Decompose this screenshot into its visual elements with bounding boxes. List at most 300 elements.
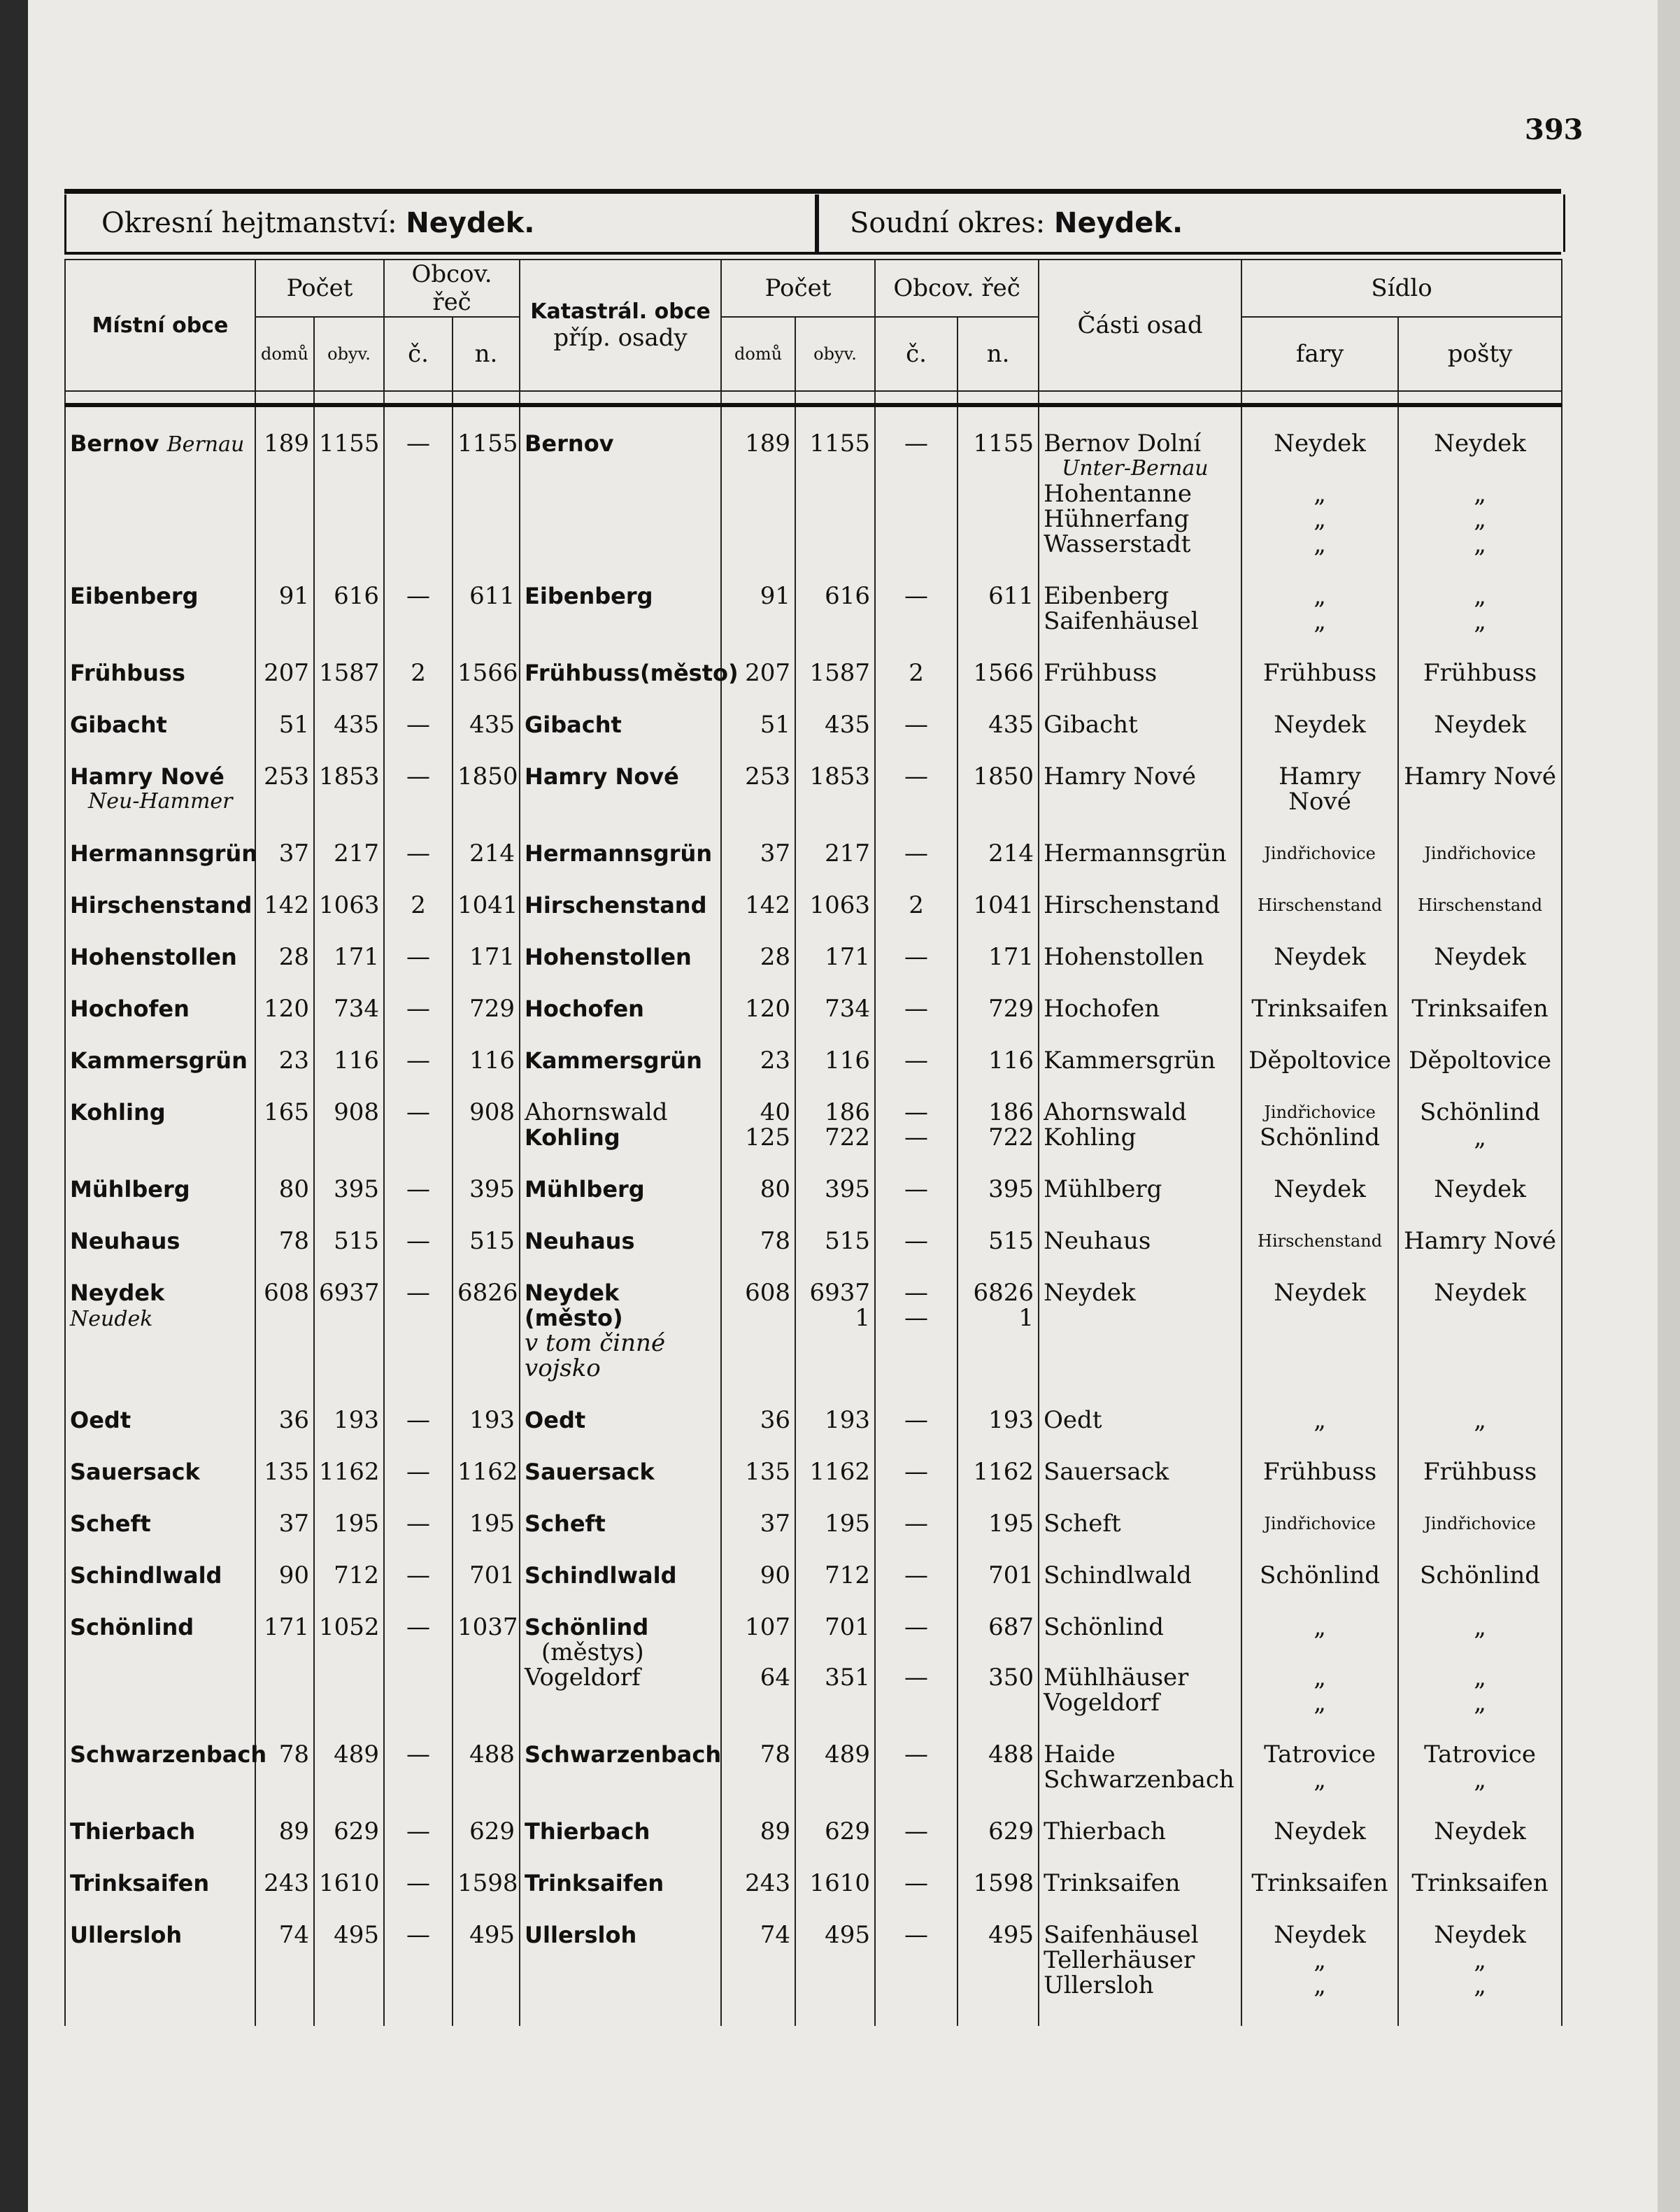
- kat-c-value: —: [904, 1613, 929, 1641]
- kat-domu: [721, 1896, 795, 1998]
- casti-label: Unter-Bernau: [1062, 456, 1209, 481]
- obec-name: [65, 1844, 255, 1896]
- kat-obyv-value: 193: [825, 1406, 871, 1434]
- kat-n: [958, 866, 1039, 918]
- casti-label: Hohenstollen: [1044, 943, 1204, 971]
- obec-name: [65, 1381, 255, 1433]
- katastral-label: Kammersgrün: [525, 1047, 702, 1074]
- obec-obyv: 629: [314, 1792, 384, 1844]
- kat-c-value: —: [904, 582, 929, 610]
- kat-obyv: [795, 918, 875, 970]
- obec-n: 488: [453, 1715, 520, 1792]
- kat-obyv-value: [800, 1331, 870, 1356]
- kat-domu: [721, 1484, 795, 1536]
- kat-domu: [721, 1381, 795, 1433]
- table-row: [65, 918, 1562, 970]
- kat-obyv-value: 351: [825, 1664, 871, 1692]
- posty-label: „: [1474, 1613, 1486, 1641]
- kat-c-value: —: [904, 995, 929, 1023]
- fary-label: „: [1314, 1971, 1326, 1999]
- kat-n-value: 701: [988, 1561, 1034, 1589]
- obec-label: Schönlind: [70, 1614, 194, 1640]
- obec-c: —: [384, 1715, 453, 1792]
- kat-c: [875, 1715, 958, 1792]
- sidlo-fary: [1241, 1792, 1398, 1844]
- kat-c: [875, 634, 958, 686]
- obec-label: Kohling: [70, 1099, 166, 1126]
- katastral-label: Sauersack: [525, 1459, 655, 1485]
- kat-c-value: —: [904, 943, 929, 971]
- kat-obyv-value: 1155: [809, 430, 871, 458]
- kat-domu-value: 142: [745, 891, 791, 919]
- katastral-label: Hochofen: [525, 995, 644, 1022]
- kat-c: [875, 1073, 958, 1150]
- obec-n: 171: [453, 918, 520, 970]
- katastral-label: Frühbuss(město): [525, 660, 739, 686]
- fary-label: Schönlind: [1260, 1123, 1381, 1151]
- obec-name: [65, 1073, 255, 1150]
- katastral-label: Mühlberg: [525, 1176, 645, 1203]
- obec-domu: 253: [255, 737, 314, 814]
- kat-obyv: [795, 1073, 875, 1150]
- sidlo-fary: [1241, 814, 1398, 866]
- kat-n: [958, 1588, 1039, 1715]
- kat-n: [958, 1844, 1039, 1896]
- table-row: [65, 1021, 1562, 1073]
- katastral-name: [520, 1381, 721, 1433]
- kat-domu-value: 40: [760, 1098, 791, 1126]
- kat-domu-value: 89: [760, 1817, 791, 1845]
- table-row: [65, 814, 1562, 866]
- scan-edge-left: [0, 0, 28, 2212]
- katastral-name: [520, 1254, 721, 1381]
- fary-label: Jindřichovice: [1264, 1514, 1376, 1533]
- casti-osad: [1039, 1433, 1241, 1484]
- table-row: [65, 1073, 1562, 1150]
- sidlo-fary: [1241, 918, 1398, 970]
- katastral-label: Schindlwald: [525, 1562, 677, 1589]
- sidlo-posty: [1398, 1073, 1562, 1150]
- kat-c-value: [880, 1640, 953, 1665]
- kat-domu: [721, 1073, 795, 1150]
- kat-n-value: 722: [988, 1123, 1034, 1151]
- casti-label: Hamry Nové: [1044, 763, 1197, 790]
- obec-domu: 189: [255, 405, 314, 557]
- katastral-label: Hermannsgrün: [525, 840, 713, 867]
- casti-label: Frühbuss: [1044, 659, 1158, 687]
- katastral-name: [520, 1073, 721, 1150]
- table-row: [65, 1381, 1562, 1433]
- obec-domu: 74: [255, 1896, 314, 1998]
- sidlo-posty: [1398, 1381, 1562, 1433]
- obec-name: [65, 1254, 255, 1381]
- kat-obyv: [795, 1202, 875, 1254]
- obec-label: Neydek: [70, 1279, 165, 1306]
- kat-c: [875, 1896, 958, 1998]
- obec-domu: 135: [255, 1433, 314, 1484]
- obec-name: [65, 970, 255, 1021]
- kat-c: [875, 737, 958, 814]
- katastral-name: [520, 634, 739, 686]
- kat-domu-value: 37: [760, 839, 791, 867]
- katastral-name: [520, 1202, 721, 1254]
- census-table: [64, 259, 1562, 2026]
- obec-obyv: 734: [314, 970, 384, 1021]
- casti-label: Schindlwald: [1044, 1561, 1192, 1589]
- obec-obyv: 195: [314, 1484, 384, 1536]
- fary-label: Jindřichovice: [1264, 1103, 1376, 1122]
- casti-label: Neydek: [1044, 1279, 1136, 1307]
- fary-label: Schönlind: [1260, 1561, 1381, 1589]
- kat-domu: [721, 686, 795, 737]
- kat-c-value: —: [904, 1098, 929, 1126]
- kat-c-value: [880, 1331, 953, 1356]
- top-rule: [64, 189, 1561, 194]
- casti-osad: [1039, 1715, 1241, 1792]
- table-header: [65, 260, 1562, 391]
- kat-obyv-value: 395: [825, 1175, 871, 1203]
- posty-label: Neydek: [1434, 1817, 1526, 1845]
- hdr-obyv: obyv.: [314, 317, 384, 391]
- casti-label: Hohentanne: [1044, 480, 1192, 508]
- casti-osad: [1039, 1484, 1241, 1536]
- obec-c: —: [384, 1254, 453, 1381]
- kat-obyv: [795, 1021, 875, 1073]
- kat-n: [958, 1202, 1039, 1254]
- kat-n: [958, 1073, 1039, 1150]
- kat-obyv: [795, 1792, 875, 1844]
- sidlo-posty: [1398, 1715, 1562, 1792]
- fary-label: Neydek: [1274, 430, 1366, 458]
- kat-obyv: [795, 1715, 875, 1792]
- obec-c: —: [384, 1202, 453, 1254]
- katastral-name: [520, 814, 721, 866]
- kat-obyv-value: 1: [855, 1304, 871, 1332]
- table-row: [65, 1588, 1562, 1715]
- sidlo-posty: [1398, 1254, 1562, 1381]
- page-number: 393: [1525, 113, 1583, 146]
- hdr-obcov-rec: Obcov. řeč: [384, 260, 520, 317]
- sidlo-fary: [1241, 1381, 1398, 1433]
- katastral-label: Vogeldorf: [525, 1664, 641, 1692]
- kat-n: [958, 814, 1039, 866]
- kat-obyv-value: 435: [825, 711, 871, 739]
- casti-label: Tellerhäuser: [1044, 1946, 1195, 1974]
- posty-label: Jindřichovice: [1424, 844, 1536, 863]
- obec-n: 629: [453, 1792, 520, 1844]
- katastral-label: (městys): [541, 1638, 644, 1666]
- posty-label: Hamry Nové: [1404, 1227, 1557, 1255]
- casti-label: Schönlind: [1044, 1613, 1165, 1641]
- katastral-name: [520, 1792, 721, 1844]
- kat-domu-value: 28: [760, 943, 791, 971]
- obec-c: —: [384, 1381, 453, 1433]
- casti-label: Scheft: [1044, 1510, 1121, 1538]
- kat-obyv: [795, 1381, 875, 1433]
- kat-obyv-value: 616: [825, 582, 871, 610]
- obec-label: Eibenberg: [70, 583, 199, 609]
- casti-label: Saifenhäusel: [1044, 607, 1199, 635]
- sidlo-posty: [1398, 1433, 1562, 1484]
- katastral-label: Bernov: [525, 430, 614, 457]
- obec-domu: 91: [255, 557, 314, 634]
- katastral-name: [520, 866, 721, 918]
- sidlo-fary: [1241, 557, 1398, 634]
- kat-c: [875, 1150, 958, 1202]
- obec-n: 1850: [453, 737, 520, 814]
- sidlo-posty: [1398, 1792, 1562, 1844]
- obec-obyv: 712: [314, 1536, 384, 1588]
- kat-obyv: [795, 1484, 875, 1536]
- obec-c: —: [384, 814, 453, 866]
- obec-name: [65, 1588, 255, 1715]
- sidlo-posty: [1398, 918, 1562, 970]
- kat-obyv: [795, 686, 875, 737]
- kat-domu-value: 78: [760, 1740, 791, 1768]
- sidlo-posty: [1398, 1021, 1562, 1073]
- fary-label: Hirschenstand: [1258, 895, 1383, 915]
- kat-domu: [721, 1021, 795, 1073]
- obec-label: Oedt: [70, 1407, 131, 1433]
- kat-domu: [721, 970, 795, 1021]
- kat-domu-value: 107: [745, 1613, 791, 1641]
- kat-c-value: —: [904, 1921, 929, 1949]
- kat-n-value: 1566: [973, 659, 1034, 687]
- katastral-label: Eibenberg: [525, 583, 653, 609]
- katastral-name: [520, 1588, 721, 1715]
- table-row: [65, 405, 1562, 557]
- kat-c: [875, 1202, 958, 1254]
- fary-label: Děpoltovice: [1248, 1047, 1391, 1075]
- katastral-label: Schönlind: [525, 1614, 649, 1640]
- casti-label: Hermannsgrün: [1044, 839, 1227, 867]
- kat-domu-value: [726, 1640, 790, 1665]
- kat-c: [875, 686, 958, 737]
- obec-n: 214: [453, 814, 520, 866]
- fary-label: Neydek: [1274, 711, 1366, 739]
- obec-obyv: 1162: [314, 1433, 384, 1484]
- kat-n: [958, 1150, 1039, 1202]
- posty-label: Frühbuss: [1423, 659, 1537, 687]
- kat-c: [875, 918, 958, 970]
- table-row: [65, 1150, 1562, 1202]
- sidlo-posty: [1398, 686, 1562, 737]
- casti-label: Vogeldorf: [1044, 1689, 1160, 1717]
- fary-label: „: [1314, 582, 1326, 610]
- obec-name: [65, 1715, 267, 1792]
- kat-obyv-value: 217: [825, 839, 871, 867]
- kat-domu: [721, 1792, 795, 1844]
- casti-label: Thierbach: [1044, 1817, 1166, 1845]
- fary-label: Frühbuss: [1262, 659, 1377, 687]
- obec-name: [65, 557, 255, 634]
- sidlo-posty: [1398, 1588, 1562, 1715]
- kat-obyv-value: 186: [825, 1098, 871, 1126]
- obec-label: Frühbuss: [70, 660, 185, 686]
- table-row: [65, 1896, 1562, 1998]
- kat-domu-value: 135: [745, 1458, 791, 1486]
- posty-label: [1403, 1640, 1557, 1665]
- katastral-label: Hamry Nové: [525, 763, 679, 790]
- kat-obyv: [795, 1896, 875, 1998]
- fary-label: Jindřichovice: [1264, 844, 1376, 863]
- hdr-n-2: n.: [958, 317, 1039, 391]
- sidlo-posty: [1398, 1896, 1562, 1998]
- obec-domu: 171: [255, 1588, 314, 1715]
- kat-n: [958, 737, 1039, 814]
- banner-divider: [815, 194, 819, 252]
- posty-label: Hirschenstand: [1418, 895, 1543, 915]
- casti-label: Kohling: [1044, 1123, 1137, 1151]
- posty-label: Frühbuss: [1423, 1458, 1537, 1486]
- posty-label: Schönlind: [1420, 1098, 1541, 1126]
- casti-osad: [1039, 737, 1241, 814]
- banner: [64, 194, 1565, 252]
- posty-label: „: [1474, 505, 1486, 533]
- obec-label: Gibacht: [70, 711, 167, 738]
- kat-obyv-value: 701: [825, 1613, 871, 1641]
- okres-value: Neydek.: [406, 207, 535, 239]
- casti-osad: [1039, 1254, 1241, 1381]
- obec-n: 195: [453, 1484, 520, 1536]
- katastral-label: Ahornswald: [525, 1098, 668, 1126]
- kat-n-value: 611: [988, 582, 1034, 610]
- posty-label: „: [1474, 1406, 1486, 1434]
- obec-name: [65, 1484, 255, 1536]
- katastral-label: Neydek (město): [525, 1279, 623, 1331]
- sidlo-fary: [1241, 970, 1398, 1021]
- obec-name: [65, 1536, 255, 1588]
- kat-c-value: —: [904, 1279, 929, 1307]
- kat-domu: [721, 1433, 795, 1484]
- kat-c: [875, 1588, 958, 1715]
- obec-c: —: [384, 686, 453, 737]
- kat-domu: [721, 918, 795, 970]
- kat-obyv: [795, 405, 875, 557]
- casti-osad: [1039, 1073, 1241, 1150]
- obec-label: Scheft: [70, 1510, 151, 1537]
- kat-domu-value: 64: [760, 1664, 791, 1692]
- katastral-label: Kohling: [525, 1124, 620, 1151]
- kat-n-value: 395: [988, 1175, 1034, 1203]
- sidlo-posty: [1398, 1536, 1562, 1588]
- kat-obyv-value: 629: [825, 1817, 871, 1845]
- hdr-sidlo: Sídlo: [1241, 260, 1562, 317]
- kat-c-value: —: [904, 1740, 929, 1768]
- katastral-name: [520, 557, 721, 634]
- sidlo-fary: [1241, 686, 1398, 737]
- kat-n-value: 214: [988, 839, 1034, 867]
- obec-c: —: [384, 1536, 453, 1588]
- katastral-label: Hohenstollen: [525, 944, 692, 970]
- obec-c: —: [384, 1844, 453, 1896]
- kat-domu: [721, 1588, 795, 1715]
- kat-c-value: —: [904, 1227, 929, 1255]
- kat-obyv: [795, 1150, 875, 1202]
- kat-obyv-value: [800, 1640, 870, 1665]
- obec-domu: 165: [255, 1073, 314, 1150]
- kat-obyv-value: 1610: [809, 1869, 871, 1897]
- casti-osad: [1039, 866, 1241, 918]
- posty-label: Děpoltovice: [1409, 1047, 1551, 1075]
- fary-label: „: [1314, 607, 1326, 635]
- kat-c: [875, 1021, 958, 1073]
- fary-label: Neydek: [1274, 1817, 1366, 1845]
- casti-osad: [1039, 1202, 1241, 1254]
- okres-cell: [101, 194, 535, 252]
- katastral-label: Ullersloh: [525, 1922, 637, 1948]
- casti-osad: [1039, 1588, 1241, 1715]
- table-row: [65, 1484, 1562, 1536]
- katastral-label: Oedt: [525, 1407, 586, 1433]
- obec-label: Hochofen: [70, 995, 190, 1022]
- kat-c-value: —: [904, 1175, 929, 1203]
- casti-label: Wasserstadt: [1044, 530, 1191, 558]
- hdr-n: n.: [453, 317, 520, 391]
- obec-obyv: 395: [314, 1150, 384, 1202]
- obec-domu: 51: [255, 686, 314, 737]
- kat-n-value: 515: [988, 1227, 1034, 1255]
- hdr-obcov-rec-2: Obcov. řeč: [875, 260, 1039, 317]
- kat-domu: [721, 1150, 795, 1202]
- obec-c: —: [384, 1150, 453, 1202]
- fary-label: Trinksaifen: [1251, 1869, 1388, 1897]
- katastral-name: [520, 737, 721, 814]
- obec-n: 729: [453, 970, 520, 1021]
- fary-label: Hirschenstand: [1258, 1231, 1383, 1251]
- obec-label: Schindlwald: [70, 1562, 222, 1589]
- obec-german-name: Neudek: [70, 1307, 153, 1331]
- obec-name: [65, 634, 255, 686]
- kat-c-value: 2: [909, 659, 924, 687]
- katastral-label: Hirschenstand: [525, 892, 707, 919]
- fary-label: Neydek: [1274, 1921, 1366, 1949]
- kat-obyv-value: 722: [825, 1123, 871, 1151]
- kat-obyv-value: 1853: [809, 763, 871, 790]
- obec-obyv: 1063: [314, 866, 384, 918]
- kat-c: [875, 1484, 958, 1536]
- obec-domu: 207: [255, 634, 314, 686]
- katastral-label: Trinksaifen: [525, 1870, 664, 1896]
- katastral-label: vojsko: [525, 1354, 601, 1382]
- casti-label: Gibacht: [1044, 711, 1138, 739]
- obec-label: Trinksaifen: [70, 1870, 210, 1896]
- kat-domu-value: 189: [745, 430, 791, 458]
- kat-n: [958, 970, 1039, 1021]
- fary-label: „: [1314, 530, 1326, 558]
- obec-n: 1037: [453, 1588, 520, 1715]
- katastral-name: [520, 918, 721, 970]
- casti-label: [1044, 1640, 1237, 1665]
- obec-n: 6826: [453, 1254, 520, 1381]
- kat-obyv-value: 734: [825, 995, 871, 1023]
- obec-domu: 89: [255, 1792, 314, 1844]
- kat-domu-value: 120: [745, 995, 791, 1023]
- table-body: [65, 391, 1562, 2026]
- casti-osad: [1039, 1536, 1241, 1588]
- obec-domu: 37: [255, 1484, 314, 1536]
- okres-label: Okresní hejtmanství:: [101, 207, 397, 239]
- kat-obyv: [795, 1536, 875, 1588]
- sidlo-fary: [1241, 1484, 1398, 1536]
- fary-label: „: [1314, 1613, 1326, 1641]
- obec-name: [65, 1202, 255, 1254]
- obec-name: [65, 1433, 255, 1484]
- obec-c: —: [384, 1484, 453, 1536]
- obec-c: —: [384, 1588, 453, 1715]
- hdr-domu-2: domů: [721, 317, 795, 391]
- obec-obyv: 217: [314, 814, 384, 866]
